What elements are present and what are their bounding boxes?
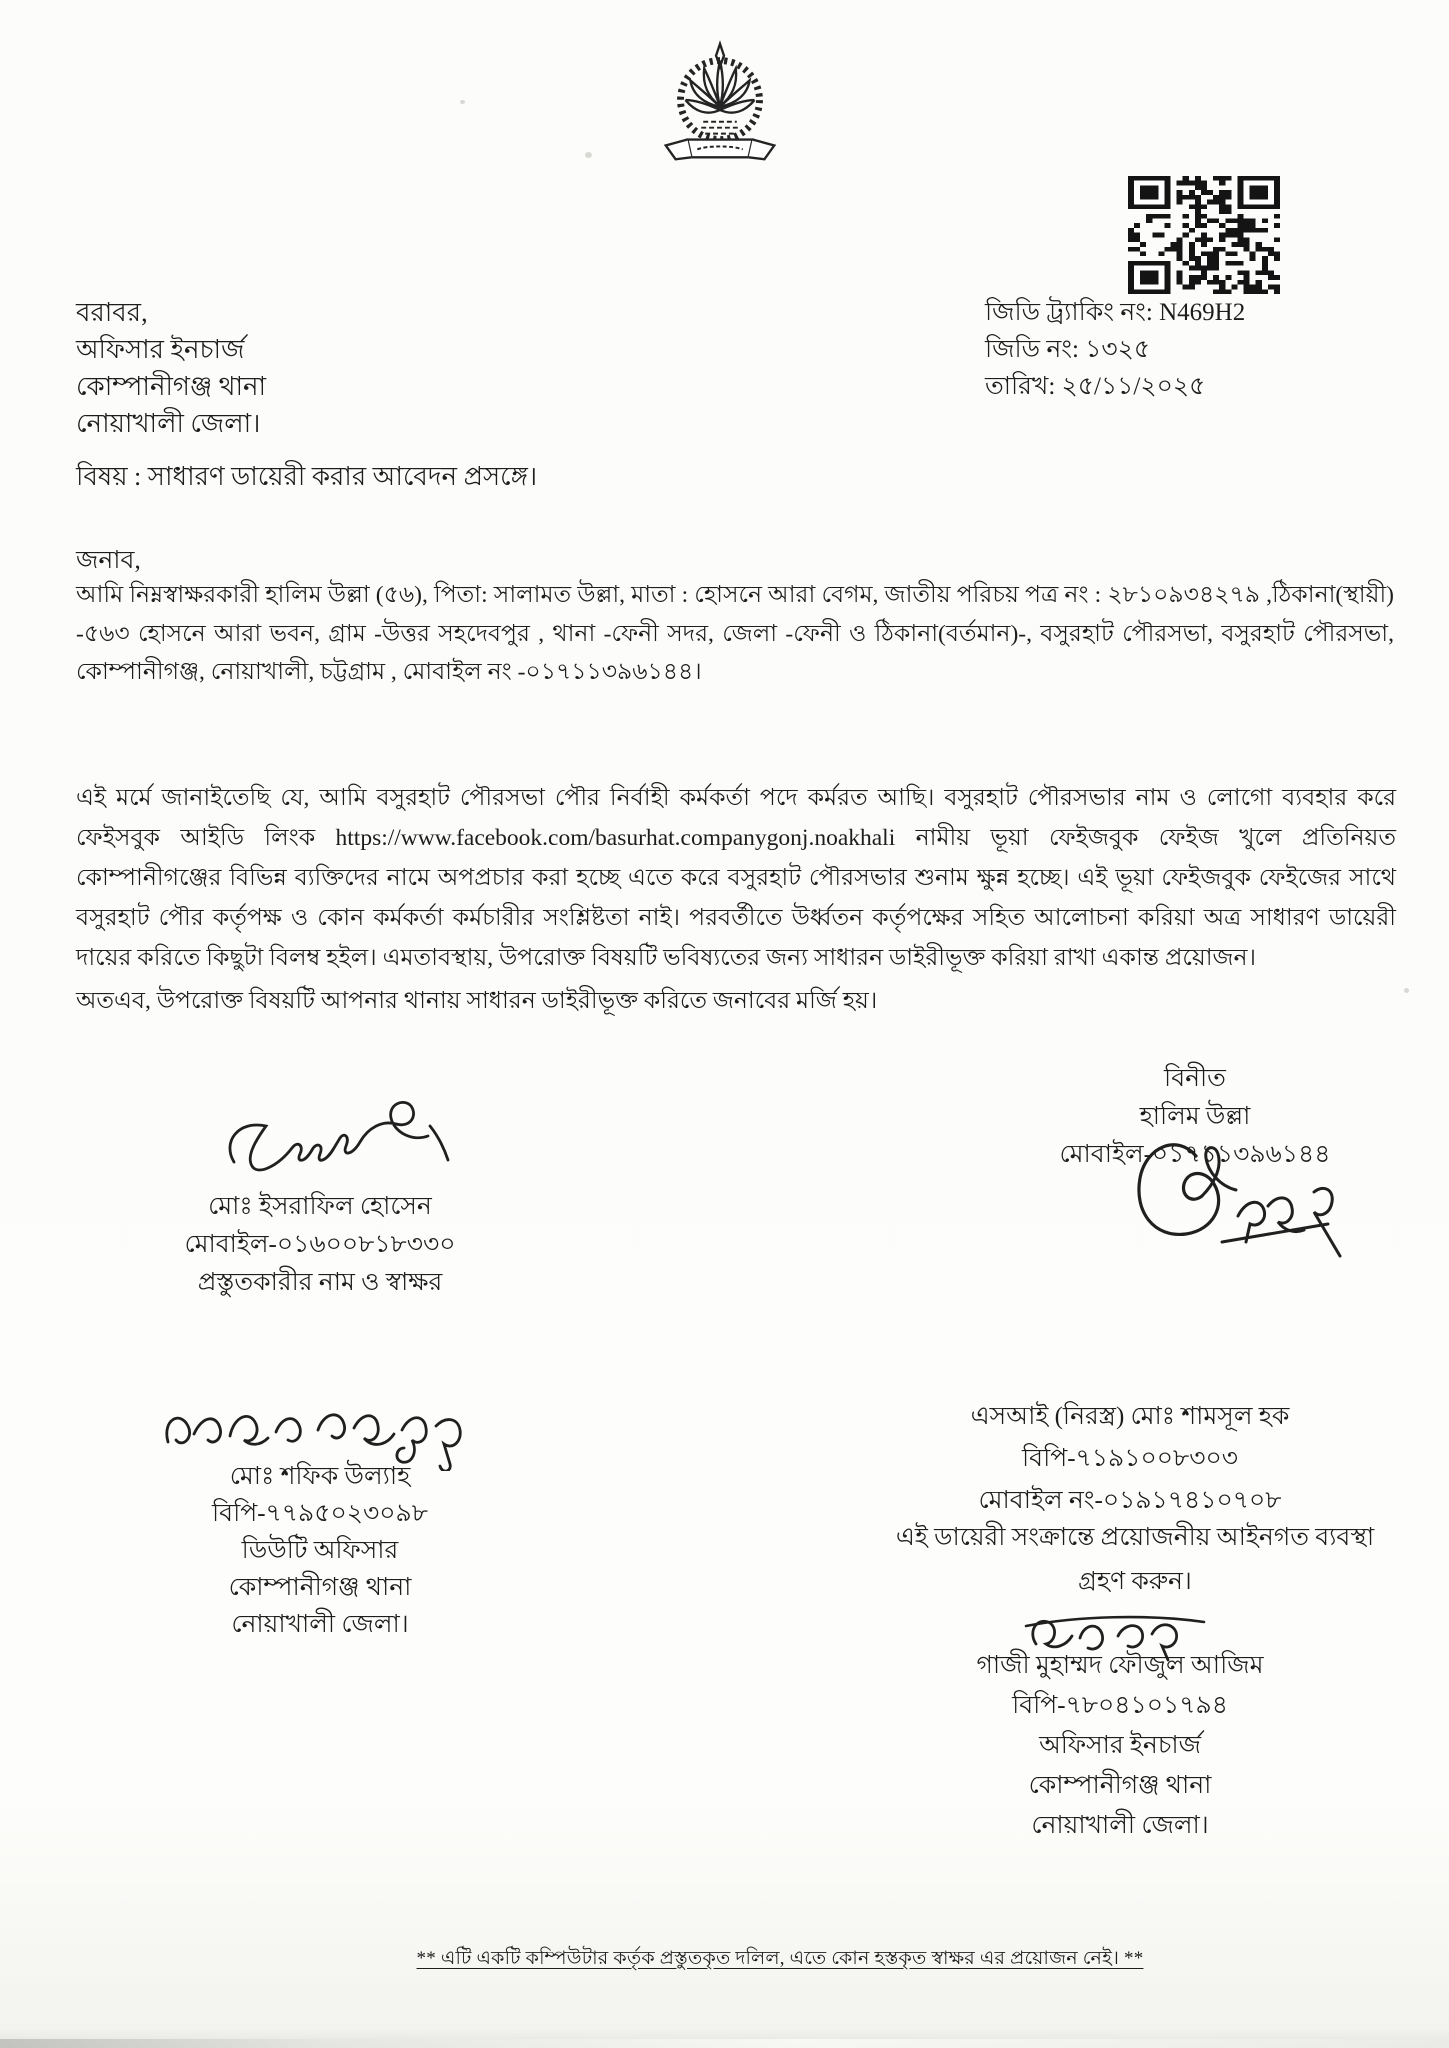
closing-line: অতএব, উপরোক্ত বিষয়টি আপনার থানায় সাধারন ডাইরীভূক্ত করিতে জনাবের মর্জি হয়। [76,988,878,1014]
duty-officer-bp: বিপি-৭৭৯৫০২৩০৯৮ [212,1500,428,1527]
duty-officer-designation: ডিউটি অফিসার [241,1537,399,1564]
recipient-address-block [76,294,266,442]
oc-district: নোয়াখালী জেলা। [1031,1812,1209,1839]
duty-officer-district: নোয়াখালী জেলা। [231,1611,409,1638]
gd-meta-block [985,294,1245,405]
preparer-caption: প্রস্তুতকারীর নাম ও স্বাক্ষর [197,1269,443,1296]
officer-in-charge-block [880,1646,1360,1846]
applicant-intro-paragraph: আমি নিম্নস্বাক্ষরকারী হালিম উল্লা (৫৬), পিতা: সালামত উল্লা, মাতা : হোসনে আরা বেগম, জাতীয় পরিচয় পত্র নং : ২৮১০৯৩৪২৭৯ ,ঠিকানা(স্থায়ী) -৫৬৩ হোসনে আরা ভবন, গ্রাম -উত্তর সহদেবপুর , থানা -ফেনী সদর, জেলা -ফেনী ও ঠিকানা(বর্তমান)-, বসুরহাট পৌরসভা, বসুরহাট পৌরসভা, কোম্পানীগঞ্জ, নোয়াখালী, চট্টগ্রাম , মোবাইল নং -০১৭১১৩৯৬১৪৪। [76,582,1394,685]
body-paragraph: এই মর্মে জানাইতেছি যে, আমি বসুরহাট পৌরসভা পৌর নির্বাহী কর্মকর্তা পদে কর্মরত আছি। বসুরহাট পৌরসভার নাম ও লোগো ব্যবহার করে ফেইসবুক আইডি লিংক https://www.facebook.com/basurhat.companygonj.noakhali নামীয় ভূয়া ফেইজবুক ফেইজ খুলে প্রতিনিয়ত কোম্পানীগঞ্জের বিভিন্ন ব্যক্তিদের নামে অপপ্রচার করা হচ্ছে এতে করে বসুরহাট পৌরসভার শুনাম ক্ষুন্ন হচ্ছে। এই ভূয়া ফেইজবুক ফেইজের সাথে বসুরহাট পৌর কর্তৃপক্ষ ও কোন কর্মকর্তা কর্মচারীর সংশ্লিষ্টতা নাই। পরবর্তীতে উর্ধ্বতন কর্তৃপক্ষের সহিত আলোচনা করিয়া অত্র সাধারণ ডায়েরী দায়ের করিতে কিছুটা বিলম্ব হইল। এমতাবস্থায়, উপরোক্ত বিষয়টি ভবিষ্যতের জন্য সাধারন ডাইরীভূক্ত করিয়া রাখা একান্ত প্রয়োজন। [76,785,1396,971]
oc-bp: বিপি-৭৮০৪১০১৭৯৪ [1012,1692,1228,1719]
applicant-salutation: বিনীত [1164,1065,1226,1092]
duty-officer-station: কোম্পানীগঞ্জ থানা [228,1574,412,1601]
preparer-block [120,1188,520,1302]
si-officer-line2: মোবাইল নং-০১৯১৭৪১০৭০৮ [978,1487,1282,1514]
address-line: অফিসার ইনচার্জ [76,335,245,364]
applicant-name: হালিম উল্লা [1139,1103,1251,1130]
duty-officer-name: মোঃ শফিক উল্যাহ [229,1463,411,1490]
order-note: এই ডায়েরী সংক্রান্তে প্রয়োজনীয় আইনগত ব্যবস্থা গ্রহণ করুন। [895,1524,1375,1595]
scan-speck [585,152,592,158]
scan-speck [460,100,465,104]
duty-officer-block [120,1458,520,1643]
gd-no: জিডি নং: ১৩২৫ [985,336,1151,363]
oc-station: কোম্পানীগঞ্জ থানা [1028,1772,1212,1799]
gd-date: তারিখ: ২৫/১১/২০২৫ [985,373,1206,400]
oc-designation: অফিসার ইনচার্জ [1039,1732,1201,1759]
scanner-edge-shadow [0,2039,1449,2048]
oc-name: গাজী মুহাম্মদ ফৌজুল আজিম [976,1652,1264,1679]
scan-speck [1404,988,1409,993]
applicant-mobile: মোবাইল-০১৭১১৩৯৬১৪৪ [1059,1141,1331,1168]
computer-generated-note: ** এটি একটি কম্পিউটার কর্তৃক প্রস্তুতকৃত দলিল, এতে কোন হস্তকৃত স্বাক্ষর এর প্রয়োজন নেই। ** [416,1948,1144,1969]
address-line: কোম্পানীগঞ্জ থানা [76,372,267,401]
qr-code-icon [1128,176,1280,294]
gd-tracking-no: জিডি ট্র্যাকিং নং: N469H2 [985,299,1246,326]
si-officer-block [860,1396,1400,1522]
address-line: নোয়াখালী জেলা। [76,409,261,438]
bangladesh-police-emblem-icon [646,40,794,170]
applicant-signature-icon [1118,1126,1353,1281]
preparer-mobile: মোবাইল-০১৬০০৮১৮৩৩০ [184,1231,456,1258]
si-officer-line1: এসআই (নিরস্ত্র) মোঃ শামসূল হক বিপি-৭১৯১০০৮৩০৩ [970,1403,1290,1472]
preparer-name: মোঃ ইসরাফিল হোসেন [208,1193,432,1220]
address-line: বরাবর, [76,298,148,327]
subject-line: বিষয় : সাধারণ ডায়েরী করার আবেদন প্রসঙ্গে। [76,462,538,491]
salutation: জনাব, [76,547,141,574]
